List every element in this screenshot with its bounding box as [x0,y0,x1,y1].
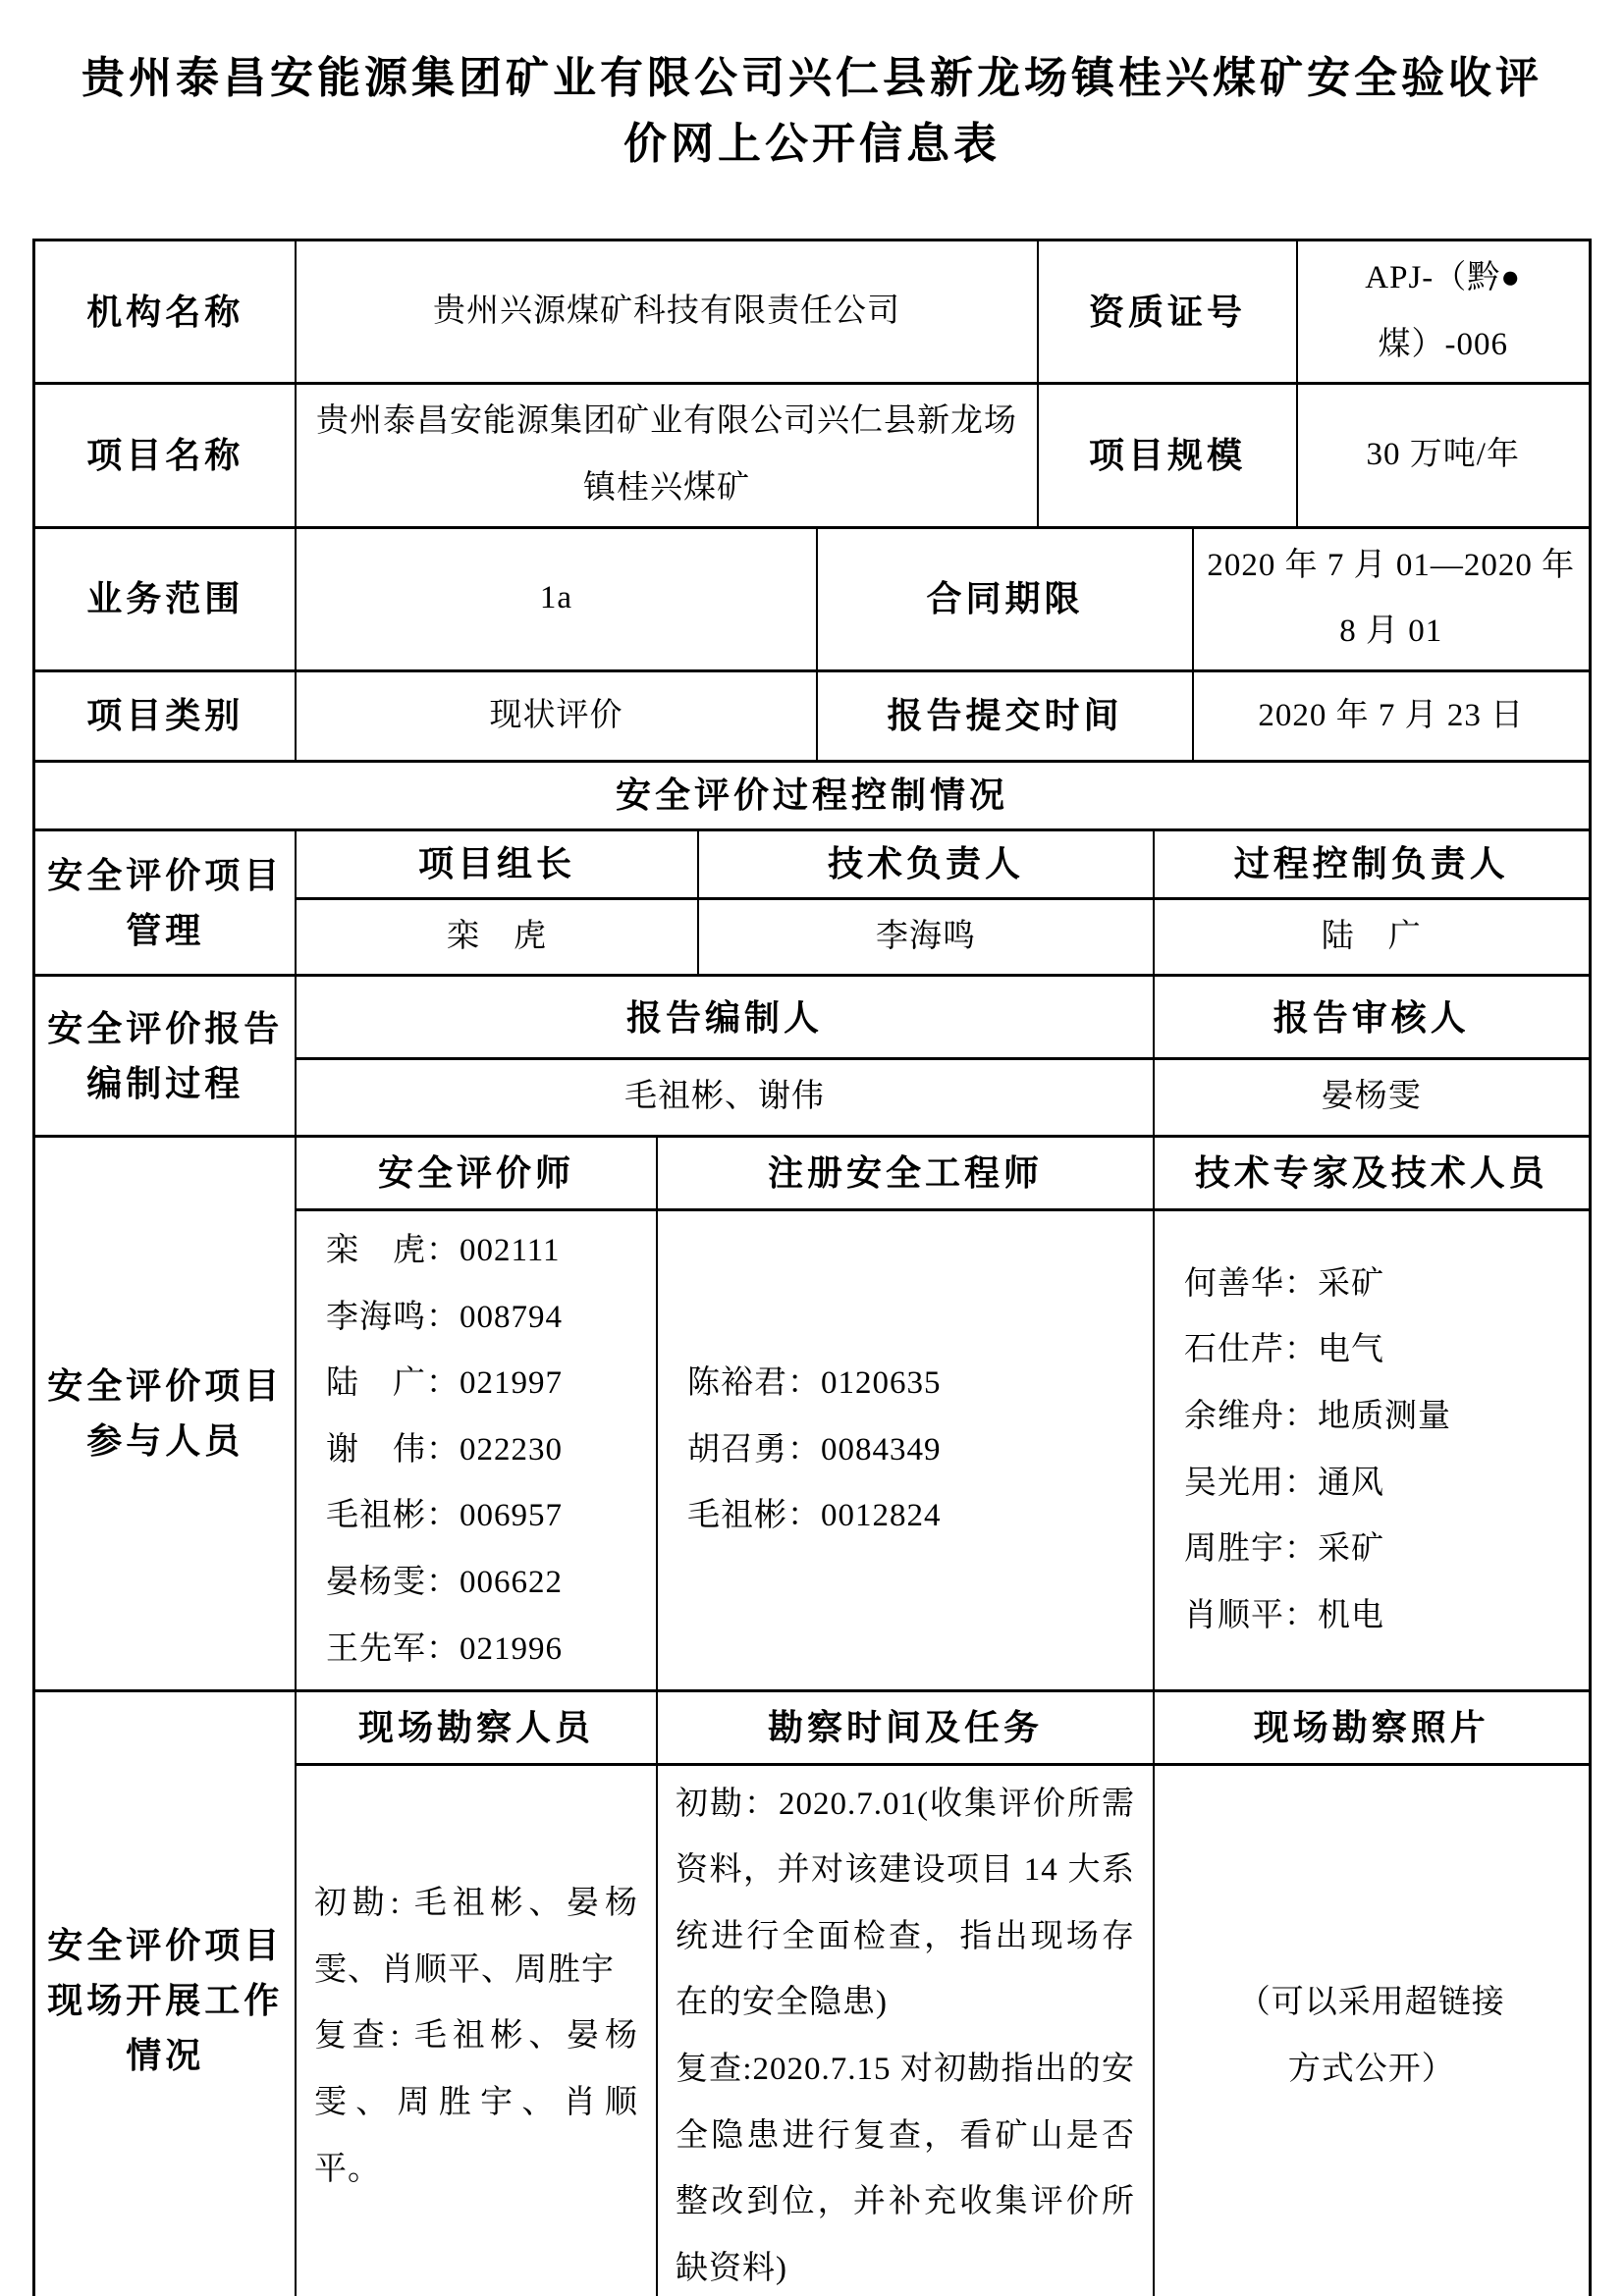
fieldwork-section-label: 安全评价项目现场开展工作情况 [34,1691,296,2296]
process-control-director-value: 陆 广 [1154,898,1590,976]
tech-director-label: 技术负责人 [698,829,1154,898]
assessors-label: 安全评价师 [296,1137,657,1210]
engineers-list [657,1210,1154,1691]
row-management-headers [34,829,1590,898]
survey-staff-label: 现场勘察人员 [296,1691,657,1765]
survey-staff-line: 复查: 毛祖彬、晏杨雯、周胜宇、肖顺平。 [313,2018,638,2187]
survey-photos-value [1154,1765,1590,2296]
participants-section-label: 安全评价项目参与人员 [34,1137,296,1691]
expert-item: 石仕芹：电气 [1183,1332,1384,1368]
row-participants-headers [34,1137,1590,1210]
cert-number-value: APJ-（黔●煤）-006 [1297,240,1590,384]
page-title-line-2: 价网上公开信息表 [623,120,1001,168]
assessor-item: 李海鸣：008794 [325,1299,563,1335]
org-name-value: 贵州兴源煤矿科技有限责任公司 [296,240,1038,384]
report-writer-value: 毛祖彬、谢伟 [296,1059,1154,1137]
assessor-item: 陆 广：021997 [325,1365,563,1402]
survey-schedule-value [657,1765,1154,2296]
expert-item: 肖顺平：机电 [1183,1597,1384,1633]
assessor-item: 毛祖彬：006957 [325,1498,563,1534]
team-leader-label: 项目组长 [296,829,698,898]
org-name-label: 机构名称 [34,240,296,384]
cert-number-label: 资质证号 [1038,240,1297,384]
report-reviewer-label: 报告审核人 [1154,976,1590,1059]
business-scope-label: 业务范围 [34,527,296,670]
management-section-label: 安全评价项目管理 [34,829,296,976]
report-submit-time-label: 报告提交时间 [817,670,1193,761]
project-name-value: 贵州泰昌安能源集团矿业有限公司兴仁县新龙场镇桂兴煤矿 [296,384,1038,527]
business-scope-value: 1a [296,527,817,670]
contract-period-value: 2020 年 7 月 01—2020 年 8 月 01 [1193,527,1590,670]
survey-photos-line: （可以采用超链接 [1237,1985,1505,2021]
row-fieldwork-headers [34,1691,1590,1765]
page-title-line-1: 贵州泰昌安能源集团矿业有限公司兴仁县新龙场镇桂兴煤矿安全验收评 [81,54,1543,102]
expert-item: 周胜宇：采矿 [1183,1531,1384,1568]
row-project [34,384,1590,527]
row-section-header [34,761,1590,829]
engineers-label: 注册安全工程师 [657,1137,1154,1210]
row-organization [34,240,1590,384]
report-writer-label: 报告编制人 [296,976,1154,1059]
page-title [0,0,1624,177]
survey-photos-line: 方式公开） [1287,2052,1455,2088]
project-name-label: 项目名称 [34,384,296,527]
process-control-director-label: 过程控制负责人 [1154,829,1590,898]
engineer-item: 胡召勇：0084349 [686,1431,942,1468]
row-business-scope [34,527,1590,670]
assessor-item: 王先军：021996 [325,1630,563,1667]
experts-label: 技术专家及技术人员 [1154,1137,1590,1210]
team-leader-value: 栾 虎 [296,898,698,976]
assessor-item: 谢 伟：022230 [325,1431,563,1468]
expert-item: 何善华：采矿 [1183,1265,1384,1302]
experts-list [1154,1210,1590,1691]
engineer-item: 陈裕君：0120635 [686,1365,942,1402]
assessor-item: 晏杨雯：006622 [325,1565,563,1601]
survey-staff-line: 初勘: 毛祖彬、晏杨雯、肖顺平、周胜宇 [313,1886,638,1988]
report-submit-time-value: 2020 年 7 月 23 日 [1193,670,1590,761]
assessor-item: 栾 虎：002111 [325,1232,561,1268]
assessors-list [296,1210,657,1691]
survey-schedule-label: 勘察时间及任务 [657,1691,1154,1765]
engineer-item: 毛祖彬：0012824 [686,1498,942,1534]
project-category-label: 项目类别 [34,670,296,761]
survey-schedule-line: 复查:2020.7.15 对初勘指出的安全隐患进行复查，看矿山是否整改到位，并补充收集评价所缺资料) [675,2052,1135,2287]
project-scale-label: 项目规模 [1038,384,1297,527]
tech-director-value: 李海鸣 [698,898,1154,976]
expert-item: 吴光用：通风 [1183,1465,1384,1501]
process-control-section-title: 安全评价过程控制情况 [34,761,1590,829]
project-category-value: 现状评价 [296,670,817,761]
report-section-label: 安全评价报告编制过程 [34,976,296,1137]
info-table [32,239,1591,2296]
row-report-headers [34,976,1590,1059]
survey-schedule-line: 初勘：2020.7.01(收集评价所需资料，并对该建设项目 14 大系统进行全面检查，指出现场存在的安全隐患) [675,1786,1135,2021]
row-project-category [34,670,1590,761]
survey-photos-label: 现场勘察照片 [1154,1691,1590,1765]
report-reviewer-value: 晏杨雯 [1154,1059,1590,1137]
survey-staff-value [296,1765,657,2296]
expert-item: 余维舟：地质测量 [1183,1398,1451,1434]
project-scale-value: 30 万吨/年 [1297,384,1590,527]
contract-period-label: 合同期限 [817,527,1193,670]
